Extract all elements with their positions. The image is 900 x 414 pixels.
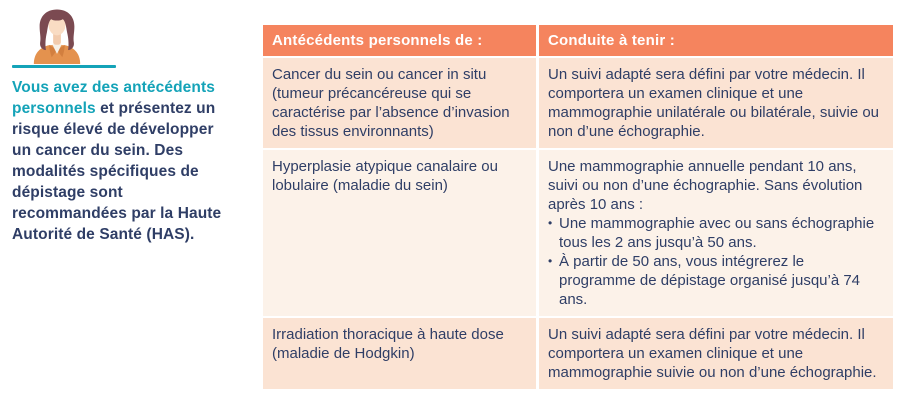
intro-text	[12, 77, 224, 245]
screening-table	[263, 25, 893, 389]
bullet-marker-icon: •	[548, 254, 553, 268]
table-row-2-antecedent: Hyperplasie atypique canalaire ou lobulaire (maladie du sein)	[263, 150, 536, 316]
bullet-item	[548, 214, 884, 252]
woman-avatar-icon	[25, 8, 89, 64]
table-row-1-conduite: Un suivi adapté sera défini par votre médecin. Il comportera un examen clinique et une mammographie unilatérale ou bilatérale, suivie ou non d’une échographie.	[539, 58, 893, 148]
intro-rest: et présentez un risque élevé de développer un cancer du sein. Des modalités spécifiques de dépistage sont recommandées par la Haute Autorité de Santé (HAS).	[12, 100, 222, 243]
bullet-text: Une mammographie avec ou sans échographie tous les 2 ans jusqu’à 50 ans.	[559, 215, 875, 251]
table-row-2-conduite	[539, 150, 893, 316]
table-header-antecedents: Antécédents personnels de :	[263, 25, 536, 56]
intro-block	[12, 8, 234, 245]
table-row-3-antecedent: Irradiation thoracique à haute dose (maladie de Hodgkin)	[263, 318, 536, 389]
bullet-marker-icon: •	[548, 216, 553, 230]
bullet-item	[548, 252, 884, 309]
conduite-intro: Une mammographie annuelle pendant 10 ans, suivi ou non d’une échographie. Sans évolution après 10 ans :	[548, 158, 863, 213]
table-header-conduite: Conduite à tenir :	[539, 25, 893, 56]
intro-highlight: Vous avez des antécédents personnels	[12, 79, 215, 117]
table-row-3-conduite: Un suivi adapté sera défini par votre médecin. Il comportera un examen clinique et une mammographie suivie ou non d’une échographie.	[539, 318, 893, 389]
bullet-text: À partir de 50 ans, vous intégrerez le programme de dépistage organisé jusqu’à 74 ans.	[559, 253, 861, 308]
table-row-1-antecedent: Cancer du sein ou cancer in situ (tumeur précancéreuse qui se caractérise par l’absence d’invasion des tissus environnants)	[263, 58, 536, 148]
teal-divider	[12, 65, 116, 68]
